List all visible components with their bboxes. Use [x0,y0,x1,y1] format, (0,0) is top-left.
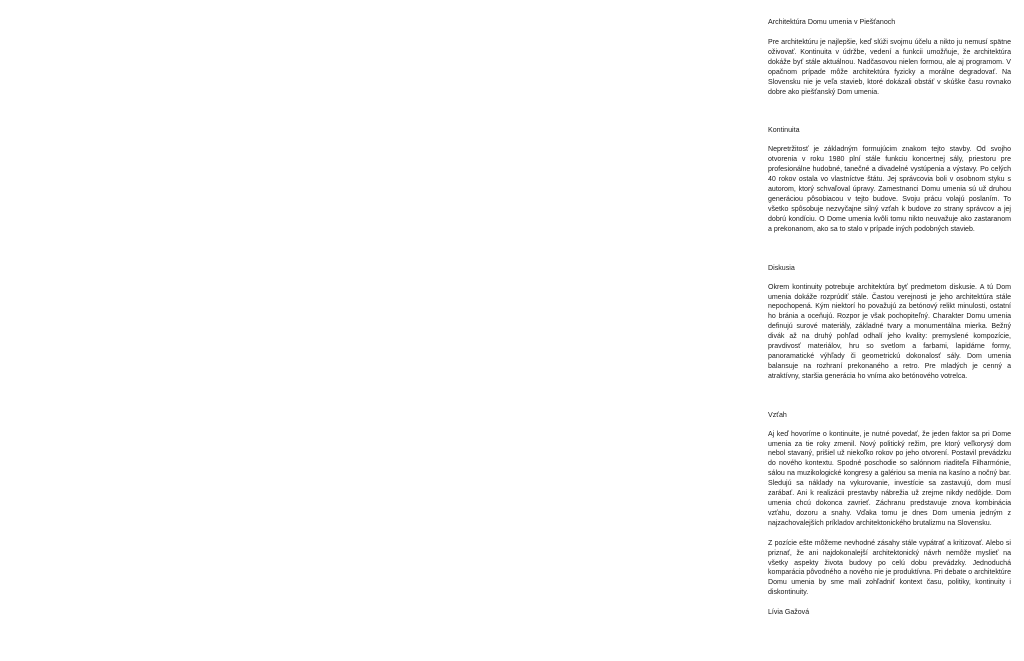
section-heading-kontinuita: Kontinuita [768,126,800,135]
intro-paragraph: Pre architektúru je najlepšie, keď slúži svojmu účelu a nikto ju nemusí spätne oživovať. Kontinuita v údržbe, vedení a funkcii umožňuje, že architektúra dokáže byť stále aktuálnou. Nadčasovou nielen formou, ale aj programom. V opačnom prípade môže architektúra fyzicky a morálne degradovať. Na Slovensku nie je veľa stavieb, ktoré dokázali obstáť v skúške času rovnako dobre ako piešťanský Dom umenia. [768,39,1011,96]
vztah-paragraph-1: Aj keď hovoríme o kontinuite, je nutné povedať, že jeden faktor sa pri Dome umenia za tie roky zmenil. Nový politický režim, pre ktorý veľkorysý dom nebol stavaný, prišiel už niekoľko rokov po jeho otvorení. Postavil prevádzku do nového kontextu. Spodné poschodie so salónnom riaditeľa Filharmónie, sálou na muzikologické kongresy a galériou sa menia na kasíno a nočný bar. Sledujú sa náklady na vykurovanie, investície sa zastavujú, dom musí zarábať. Ani k realizácii prestavby nábrežia už zrejme nikdy nedôjde. Dom umenia chcú dokonca zavrieť. Záchranu predstavuje znova kombinácia vzťahu, dozoru a snahy. Vďaka tomu je dnes Dom umenia jedným z najzachovalejších príkladov architektonického brutalizmu na Slovensku. [768,430,1011,527]
article-title: Architektúra Domu umenia v Piešťanoch [768,18,896,26]
diskusia-paragraph: Okrem kontinuity potrebuje architektúra byť predmetom diskusie. A tú Dom umenia dokáže rozprúdiť stále. Častou verejnosti je jeho architektúra stále nepochopená. Kým niektorí ho považujú za betónový relikt minulosti, ostatní ho bránia a oceňujú. Rozpor je však pochopiteľný. Charakter Domu umenia definujú surové materiály, základné tvary a monumentálna mierka. Bežný divák až na druhý pohľad odhalí jeho kvality: premyslené kompozície, pravdivosť materiálov, hru so svetlom a farbami, lapidárne formy, panoramatické výhľady či geometrickú dokonalosť sály. Dom umenia balansuje na rozhraní prekonaného a retro. Pre mladých je cenný a atraktívny, staršia generácia ho vníma ako betónového votrelca. [768,283,1011,380]
vztah-paragraph-2: Z pozície ešte môžeme nevhodné zásahy stále vypátrať a kritizovať. Alebo si priznať, že ani najdokonalejší architektonický návrh nemôže myslieť na všetky aspekty života budovy po celú dobu prevádzky. Jednoduchá komparácia pôvodného a nového nie je produktívna. Pri debate o architektúre Domu umenia by sme mali zohľadniť kontext času, politiky, kontinuity i diskontinuity. [768,539,1011,597]
author-name: Lívia Gažová [768,609,810,617]
section-heading-diskusia: Diskusia [768,263,795,272]
right-page [512,0,1024,661]
article-column [768,17,1011,618]
kontinuita-paragraph: Nepretržitosť je základným formujúcim znakom tejto stavby. Od svojho otvorenia v roku 1980 plní stále funkciu koncertnej sály, priestoru pre profesionálne hudobné, tanečné a divadelné vystúpenia a výstavy. Po celých 40 rokov ostala vo vlastníctve štátu. Jej správcovia boli v osobnom styku s autorom, ktorý schvaľoval úpravy. Zamestnanci Domu umenia sú už druhou generáciou pôsobiacou v tejto budove. Svoju prácu volajú poslaním. To všetko spôsobuje nezvyčajne silný vzťah k budove zo strany správcov a jej dobrú kondíciu. O Dome umenia kvôli tomu nikto neuvažuje ako zastaranom a prekonanom, ako sa to stalo v prípade iných podobných stavieb. [768,146,1011,233]
section-heading-vztah: Vzťah [768,410,787,419]
